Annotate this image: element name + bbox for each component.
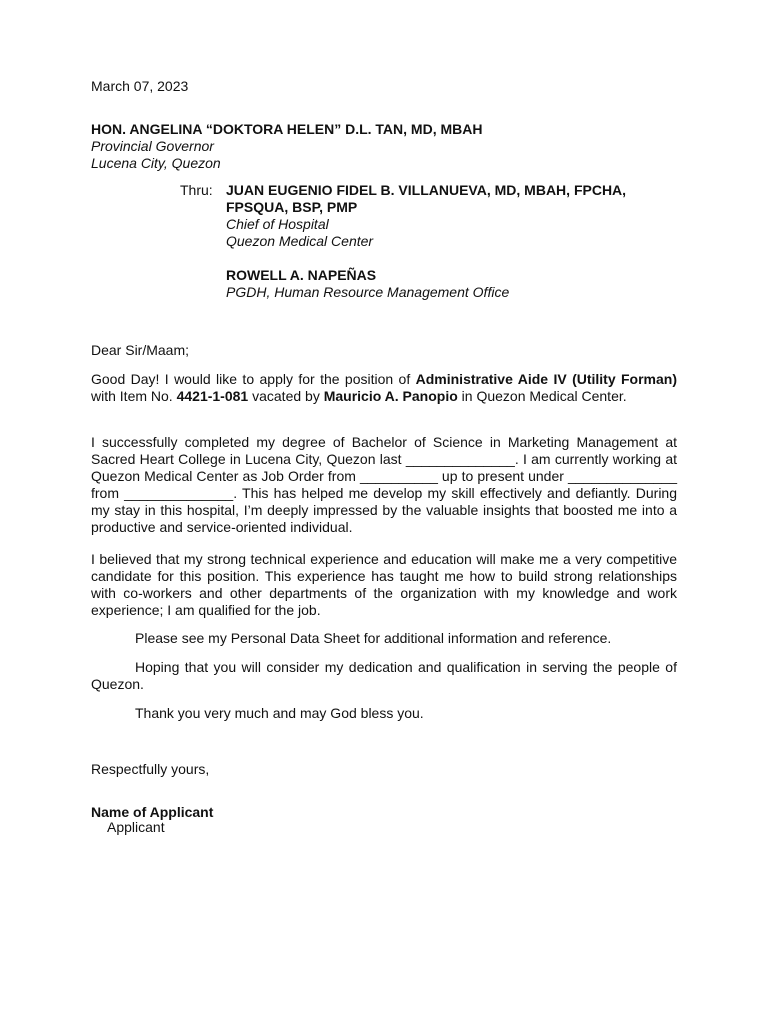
paragraph1-text2: with Item No. [91, 388, 177, 404]
thru-person1-name-line2: FPSQUA, BSP, PMP [226, 199, 358, 215]
signature-role: Applicant [107, 819, 165, 835]
paragraph-pds: Please see my Personal Data Sheet for additional information and reference. [135, 630, 612, 646]
thru-block [226, 182, 676, 301]
addressee-location: Lucena City, Quezon [91, 155, 221, 171]
thru-person2-title: PGDH, Human Resource Management Office [226, 284, 510, 300]
thru-person2-name: ROWELL A. NAPEÑAS [226, 267, 377, 283]
vacated-by-name: Mauricio A. Panopio [323, 388, 458, 404]
paragraph1-text1: Good Day! I would like to apply for the position of [91, 371, 416, 387]
paragraph1-text3: vacated by [248, 388, 324, 404]
item-number: 4421-1-081 [176, 388, 249, 404]
paragraph1-text4: in Quezon Medical Center. [457, 388, 627, 404]
addressee-name: HON. ANGELINA “DOKTORA HELEN” D.L. TAN, MD, MBAH [91, 121, 483, 137]
paragraph-experience: I believed that my strong technical experience and education will make me a very competitive candidate for this position. This experience has taught me how to build strong relationships with co-workers and other departments of the organization with my knowledge and work experience; I am qualified for the job. [91, 551, 677, 618]
paragraph-thanks: Thank you very much and may God bless you. [135, 705, 424, 721]
thru-person1-title: Chief of Hospital [226, 216, 329, 232]
closing: Respectfully yours, [91, 761, 210, 777]
letter-date: March 07, 2023 [91, 78, 189, 94]
addressee-title: Provincial Governor [91, 138, 214, 154]
thru-person1-office: Quezon Medical Center [226, 233, 374, 249]
salutation: Dear Sir/Maam; [91, 342, 190, 358]
paragraph-education: I successfully completed my degree of Bachelor of Science in Marketing Management at Sacred Heart College in Lucena City, Quezon last ______________. I am currently working at Quezon Medical Center as Job Order from __________ up to present under ______________ from ______________. This has helped me develop my skill effectively and defiantly. During my stay in this hospital, I’m deeply impressed by the valuable insights that boosted me into a productive and service-oriented individual. [91, 434, 677, 535]
paragraph-hoping: Hoping that you will consider my dedication and qualification in serving the people of Quezon. [91, 659, 677, 692]
addressee-block [91, 121, 691, 172]
spacer [226, 250, 676, 267]
paragraph-application [91, 371, 677, 405]
thru-label: Thru: [180, 182, 213, 198]
thru-person1-name-line1: JUAN EUGENIO FIDEL B. VILLANUEVA, MD, MBAH, FPCHA, [226, 182, 627, 198]
signature-name: Name of Applicant [91, 804, 214, 820]
position-title: Administrative Aide IV (Utility Forman) [415, 371, 678, 387]
